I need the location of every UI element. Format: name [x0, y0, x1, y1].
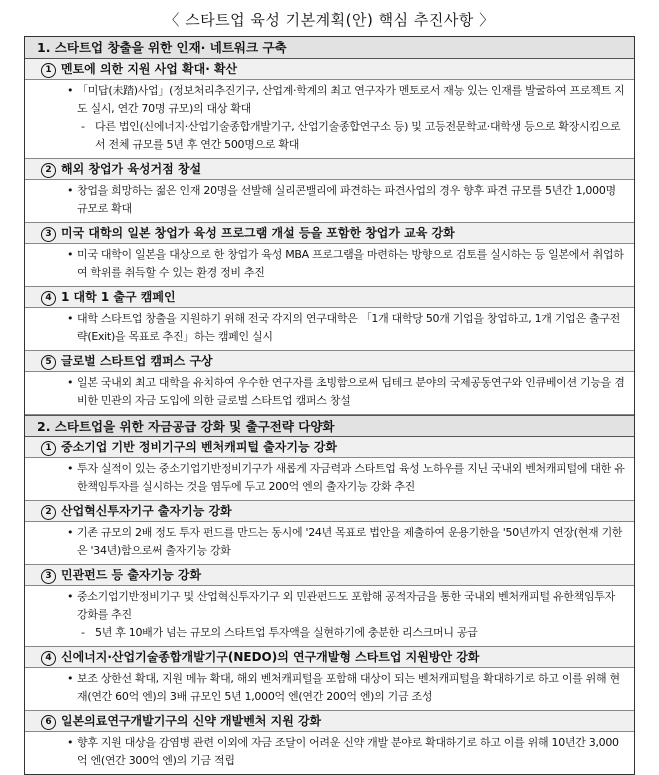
list-item	[33, 246, 626, 282]
item-text: 중소기업기반정비기구 및 산업혁신투자기구 외 민관펀드도 포함해 공적자금을 통한 국내외 벤처캐피털 유한책임투자 강화를 추진	[77, 590, 615, 621]
circled-number: 2	[41, 163, 56, 178]
list-item	[33, 374, 626, 410]
item-list	[25, 244, 634, 287]
list-item	[33, 310, 626, 346]
item-list	[25, 180, 634, 223]
subsection-heading	[25, 159, 634, 180]
bullet-marker: •	[67, 672, 74, 685]
bullet-marker: •	[67, 312, 74, 325]
subsection-heading	[25, 223, 634, 244]
item-list	[25, 732, 634, 774]
bullet-marker: •	[67, 184, 74, 197]
subsection-title: 신에너지·산업기술종합개발기구(NEDO)의 연구개발형 스타트업 지원방안 강화	[61, 650, 480, 664]
subsection-title: 산업혁신투자기구 출자기능 강화	[61, 504, 232, 518]
list-item	[33, 588, 626, 624]
bullet-marker: •	[67, 736, 74, 749]
bullet-marker: •	[67, 376, 74, 389]
dash-marker: -	[81, 626, 85, 639]
item-text: 투자 실적이 있는 중소기업기반정비기구가 새롭게 자금력과 스타트업 육성 노하우를 지닌 국내외 벤처캐피털에 대한 유한책임투자를 실시하는 것을 염두에 두고 200억 엔의 출자기능 강화 추진	[77, 462, 625, 493]
subsection-title: 중소기업 기반 정비기구의 벤처캐피털 출자기능 강화	[61, 440, 337, 454]
item-text: 다른 법인(신에너지·산업기술종합개발기구, 산업기술종합연구소 등) 및 고등전문학교·대학생 등으로 확장시킴으로서 전체 규모를 5년 후 연간 500명으로 확대	[95, 120, 621, 151]
page-title: 〈 스타트업 육성 기본계획(안) 핵심 추진사항 〉	[164, 11, 495, 29]
bullet-marker: •	[67, 590, 74, 603]
item-list	[25, 80, 634, 159]
circled-number: 3	[41, 569, 56, 584]
subsection-heading	[25, 647, 634, 668]
list-item	[33, 734, 626, 770]
item-text: 기존 규모의 2배 정도 투자 펀드를 만드는 동시에 '24년 목표로 법안을 제출하여 운용기한을 '50년까지 연장(현재 기한은 '34년)함으로써 출자기능 강화	[77, 526, 623, 557]
content-frame	[24, 36, 635, 775]
subsection-heading	[25, 59, 634, 80]
subsection-title: 글로벌 스타트업 캠퍼스 구상	[61, 354, 213, 368]
subsection-heading	[25, 711, 634, 732]
subsection-title: 1 대학 1 출구 캠페인	[61, 290, 176, 304]
item-list	[25, 522, 634, 565]
item-text: 일본 국내외 최고 대학을 유치하여 우수한 연구자를 초빙함으로써 딥테크 분야의 국제공동연구와 인큐베이션 기능을 겸비한 민관의 자금 도입에 의한 글로벌 스타트업 캠퍼스 창설	[77, 376, 625, 407]
sub-list-item	[33, 624, 626, 642]
circled-number: 6	[41, 715, 56, 730]
dash-marker: -	[81, 120, 85, 133]
subsection-heading	[25, 437, 634, 458]
circled-number: 4	[41, 651, 56, 666]
section-heading: 2. 스타트업을 위한 자금공급 강화 및 출구전략 다양화	[25, 415, 634, 437]
subsection-title: 해외 창업가 육성거점 창설	[61, 162, 202, 176]
item-text: 창업을 희망하는 젊은 인재 20명을 선발해 실리콘밸리에 파견하는 파견사업의 경우 향후 파견 규모를 5년간 1,000명 규모로 확대	[77, 184, 616, 215]
item-text: 「미답(未踏)사업」(정보처리추진기구, 산업계·학계의 최고 연구자가 멘토로서 재능 있는 인재를 발굴하여 프로젝트 지도 실시, 연간 70명 규모)의 대상 확대	[77, 84, 625, 115]
item-text: 미국 대학이 일본을 대상으로 한 창업가 육성 MBA 프로그램을 마련하는 방향으로 검토를 실시하는 등 일본에서 취업하여 학위를 취득할 수 있는 환경 정비 추진	[77, 248, 624, 279]
list-item	[33, 670, 626, 706]
item-text: 대학 스타트업 창출을 지원하기 위해 전국 각지의 연구대학은 「1개 대학당 50개 기업을 창업하고, 1개 기업은 출구전략(Exit)을 목표로 추진」하는 캠페인 실시	[77, 312, 620, 343]
subsection-title: 민관펀드 등 출자기능 강화	[61, 568, 202, 582]
subsection-title: 일본의료연구개발기구의 신약 개발벤처 지원 강화	[61, 714, 322, 728]
subsection-title: 멘토에 의한 지원 사업 확대· 확산	[61, 62, 238, 76]
item-text: 보조 상한선 확대, 지원 메뉴 확대, 해외 벤처캐피털을 포함해 대상이 되는 벤처캐피털을 확대하기로 하고 이를 위해 현재(연간 60억 엔)의 3배 규모인 5년 1,000억 엔(연간 200억 엔)의 기금 조성	[77, 672, 620, 703]
circled-number: 4	[41, 291, 56, 306]
list-item	[33, 182, 626, 218]
subsection-heading	[25, 287, 634, 308]
item-list	[25, 668, 634, 711]
circled-number: 2	[41, 505, 56, 520]
item-list	[25, 458, 634, 501]
subsection-heading	[25, 351, 634, 372]
item-list	[25, 372, 634, 415]
circled-number: 1	[41, 63, 56, 78]
section-heading: 1. 스타트업 창출을 위한 인재· 네트워크 구축	[25, 37, 634, 59]
item-text: 5년 후 10배가 넘는 규모의 스타트업 투자액을 실현하기에 충분한 리스크머니 공급	[95, 626, 478, 639]
list-item	[33, 460, 626, 496]
subsection-title: 미국 대학의 일본 창업가 육성 프로그램 개설 등을 포함한 창업가 교육 강화	[61, 226, 455, 240]
subsection-heading	[25, 501, 634, 522]
circled-number: 1	[41, 441, 56, 456]
subsection-heading	[25, 565, 634, 586]
item-list	[25, 308, 634, 351]
bullet-marker: •	[67, 526, 74, 539]
item-list	[25, 586, 634, 647]
bullet-marker: •	[67, 462, 74, 475]
bullet-marker: •	[67, 248, 74, 261]
bullet-marker: •	[67, 84, 74, 97]
sub-list-item	[33, 118, 626, 154]
circled-number: 5	[41, 355, 56, 370]
list-item	[33, 82, 626, 118]
item-text: 향후 지원 대상을 감염병 관련 이외에 자금 조달이 어려운 신약 개발 분야로 확대하기로 하고 이를 위해 10년간 3,000억 엔(연간 300억 엔)의 기금 적립	[77, 736, 619, 767]
circled-number: 3	[41, 227, 56, 242]
list-item	[33, 524, 626, 560]
